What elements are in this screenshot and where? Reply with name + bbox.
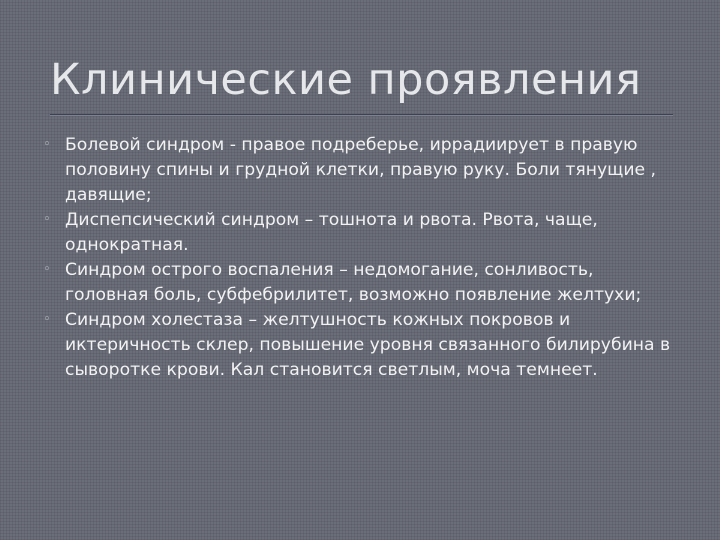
slide-title: Клинические проявления	[50, 55, 642, 105]
title-divider	[50, 114, 673, 116]
bullet-marker-icon: ◦	[43, 262, 51, 277]
bullet-marker-icon: ◦	[43, 212, 51, 227]
bullet-text: Синдром острого воспаления – недомогание, сонливость, головная боль, субфебрилитет, возможно появление желтухи;	[65, 260, 642, 305]
bullet-marker-icon: ◦	[43, 312, 51, 327]
bullet-item	[40, 133, 680, 208]
bullet-text: Диспепсический синдром – тошнота и рвота. Рвота, чаще, однократная.	[65, 210, 598, 255]
bullet-text: Болевой синдром - правое подреберье, иррадиирует в правую половину спины и грудной клетки, правую руку. Боли тянущие , давящие;	[65, 135, 657, 205]
bullet-text: Синдром холестаза – желтушность кожных покровов и иктеричность склер, повышение уровня связанного билирубина в сыворотке крови. Кал становится светлым, моча темнеет.	[65, 310, 671, 380]
bullet-item	[40, 308, 680, 383]
bullet-list	[40, 133, 680, 383]
bullet-marker-icon: ◦	[43, 137, 51, 152]
bullet-item	[40, 258, 680, 308]
bullet-item	[40, 208, 680, 258]
